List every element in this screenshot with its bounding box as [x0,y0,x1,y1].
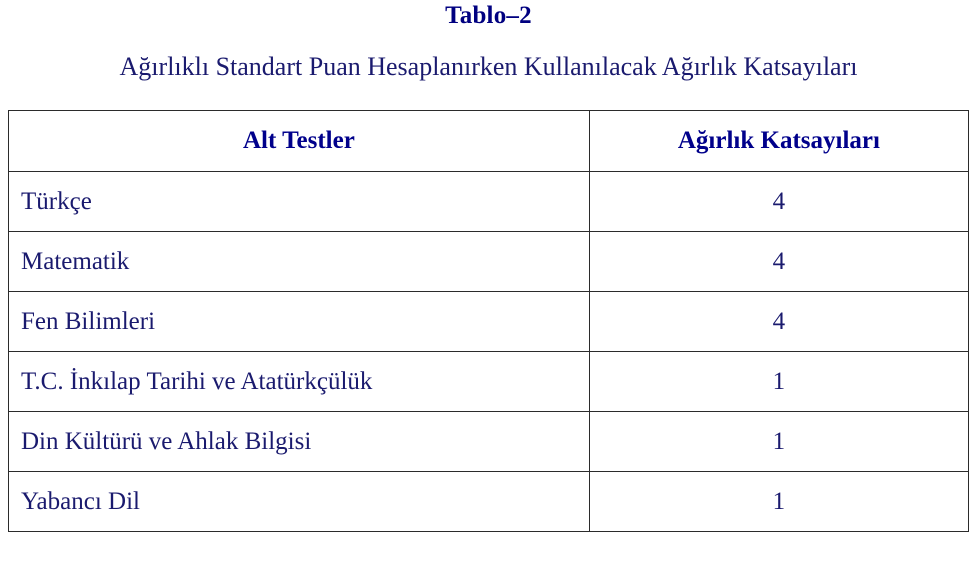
table-row [9,412,969,472]
cell-coefficient: 1 [589,472,968,532]
table-header [9,111,969,172]
document-page [0,2,977,572]
table-row [9,232,969,292]
cell-subject: Din Kültürü ve Ahlak Bilgisi [9,412,590,472]
cell-subject: Yabancı Dil [9,472,590,532]
table-row [9,472,969,532]
column-header-subjects: Alt Testler [9,111,590,172]
cell-coefficient: 4 [589,292,968,352]
cell-coefficient: 4 [589,172,968,232]
cell-coefficient: 1 [589,352,968,412]
page-title: Tablo–2 [445,2,532,29]
cell-subject: Fen Bilimleri [9,292,590,352]
cell-subject: Matematik [9,232,590,292]
cell-subject: Türkçe [9,172,590,232]
table-header-row [9,111,969,172]
cell-coefficient: 4 [589,232,968,292]
cell-subject: T.C. İnkılap Tarihi ve Atatürkçülük [9,352,590,412]
table-row [9,292,969,352]
table-row [9,352,969,412]
cell-coefficient: 1 [589,412,968,472]
table-body [9,172,969,532]
page-subtitle: Ağırlıklı Standart Puan Hesaplanırken Kullanılacak Ağırlık Katsayıları [119,52,858,81]
table-container [0,110,977,532]
table-row [9,172,969,232]
weights-table [8,110,969,532]
column-header-coefficients: Ağırlık Katsayıları [589,111,968,172]
